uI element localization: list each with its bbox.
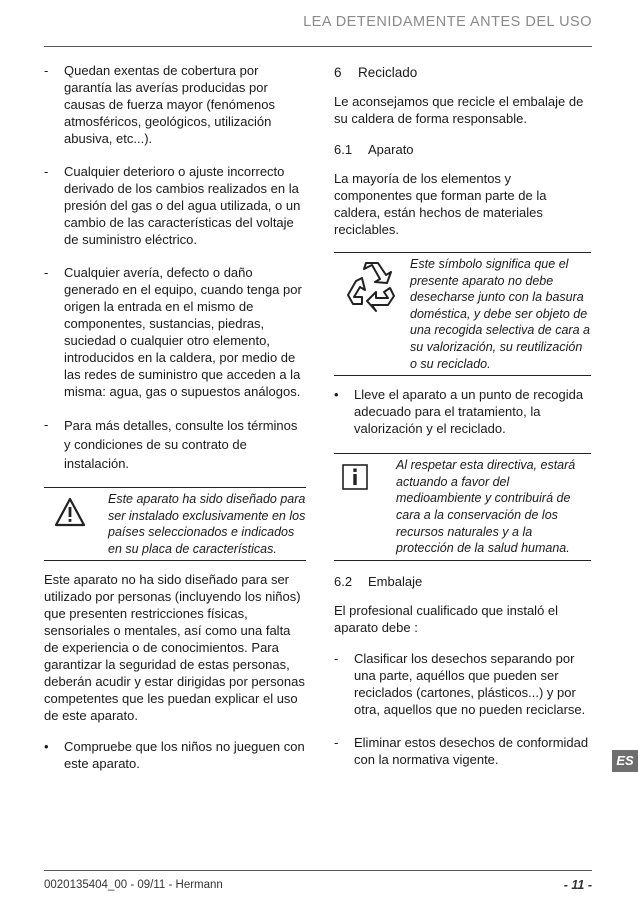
body-paragraph: Este aparato no ha sido diseñado para ser utilizado por personas (incluyendo los niños) que presenten restricciones físicas, sensoriales o mentales, así como una falta de experiencia o de conocimientos. Para garantizar la seguridad de estas personas, deberán acudir y estar dirigidas por personas competentes que les puedan explicar el uso de este aparato. <box>44 572 305 724</box>
list-item-text: Quedan exentas de cobertura por garantía las averías producidas por causas de fuerza mayor (fenómenos atmosféricos, geológicos, utilización abusiva, etc...). <box>64 63 275 146</box>
list-item <box>44 163 306 248</box>
recycle-note <box>334 252 591 376</box>
dash-marker: - <box>334 650 339 666</box>
list-item <box>44 62 306 147</box>
section-intro: Le aconsejamos que recicle el embalaje de su caldera de forma responsable. <box>334 94 584 126</box>
list-item-text: Lleve el aparato a un punto de recogida adecuado para el tratamiento, la valorización y el reciclado. <box>354 387 584 437</box>
list-item <box>44 416 306 473</box>
list-item-text: Cualquier deterioro o ajuste incorrecto derivado de los cambios realizados en la presión del gas o del agua utilizada, o un cambio de las características del voltaje de suministro eléctrico. <box>64 164 301 247</box>
subsection-paragraph: El profesional cualificado que instaló el aparato debe : <box>334 602 559 635</box>
subsection-title: Aparato <box>368 142 414 157</box>
subsection-number: 6.2 <box>334 573 353 589</box>
warning-note-text: Este aparato ha sido diseñado para ser instalado exclusivamente en los países seleccionados e indicados en su placa de características. <box>108 492 306 556</box>
info-icon <box>342 464 368 494</box>
subsection-heading <box>334 573 591 590</box>
warning-note <box>44 487 306 561</box>
language-tab: ES <box>612 750 638 772</box>
bullet-marker: • <box>44 739 49 755</box>
dash-marker: - <box>44 265 49 280</box>
footer-document-code: 0020135404_00 - 09/11 - Hermann <box>44 879 223 891</box>
section-number: 6 <box>334 65 342 80</box>
subsection-paragraph: La mayoría de los elementos y componentes que forman parte de la caldera, están hechos de materiales reciclables. <box>334 171 547 237</box>
recycle-icon <box>342 261 400 321</box>
footer-rule <box>44 870 592 871</box>
dash-marker: - <box>334 734 339 750</box>
info-note-text: Al respetar esta directiva, estará actuando a favor del medioambiente y contribuirá de cara a la conservación de los recursos naturales y a la protección de la salud humana. <box>396 458 576 556</box>
left-column <box>44 62 306 788</box>
page-header-title: LEA DETENIDAMENTE ANTES DEL USO <box>303 14 592 30</box>
subsection-title: Embalaje <box>368 573 423 589</box>
recycle-note-text: Este símbolo significa que el presente aparato no debe desecharse junto con la basura doméstica, y debe ser objeto de una recogida selectiva de cara a su valorización, su reutilización o su reciclado. <box>410 257 590 371</box>
list-item-text: Eliminar estos desechos de conformidad con la normativa vigente. <box>354 734 589 767</box>
list-item <box>334 734 591 768</box>
info-note <box>334 453 591 561</box>
list-item-text: Para más detalles, consulte los términos y condiciones de su contrato de instalación. <box>64 418 298 471</box>
list-item-text: Cualquier avería, defecto o daño generado en el equipo, cuando tenga por origen la entrada en el mismo de componentes, sustancias, piedras, suciedad o cualquier otro elemento, introducidos en la caldera, por medio de las redes de suministro que acceden a la misma: agua, gas o supuestos análogos. <box>64 265 302 399</box>
list-item <box>334 650 591 718</box>
subsection-heading <box>334 141 591 158</box>
dash-marker: - <box>44 164 49 179</box>
dash-marker: - <box>44 417 49 432</box>
page-number: - 11 - <box>563 878 592 892</box>
subsection-number: 6.1 <box>334 142 353 157</box>
section-title: Reciclado <box>358 65 418 80</box>
section-heading <box>334 64 591 81</box>
list-item-text: Compruebe que los niños no jueguen con este aparato. <box>64 739 305 772</box>
list-item <box>44 264 306 400</box>
dash-marker: - <box>44 63 49 78</box>
list-item <box>334 386 591 437</box>
list-item <box>44 738 306 772</box>
header-rule <box>44 46 592 47</box>
warning-triangle-icon <box>54 497 86 531</box>
list-item-text: Clasificar los desechos separando por una parte, aquéllos que pueden ser reciclados (cartones, plásticos...) y por otra, aquellos que no pueden reciclarse. <box>354 650 586 717</box>
right-column <box>334 62 591 784</box>
bullet-marker: • <box>334 387 339 403</box>
